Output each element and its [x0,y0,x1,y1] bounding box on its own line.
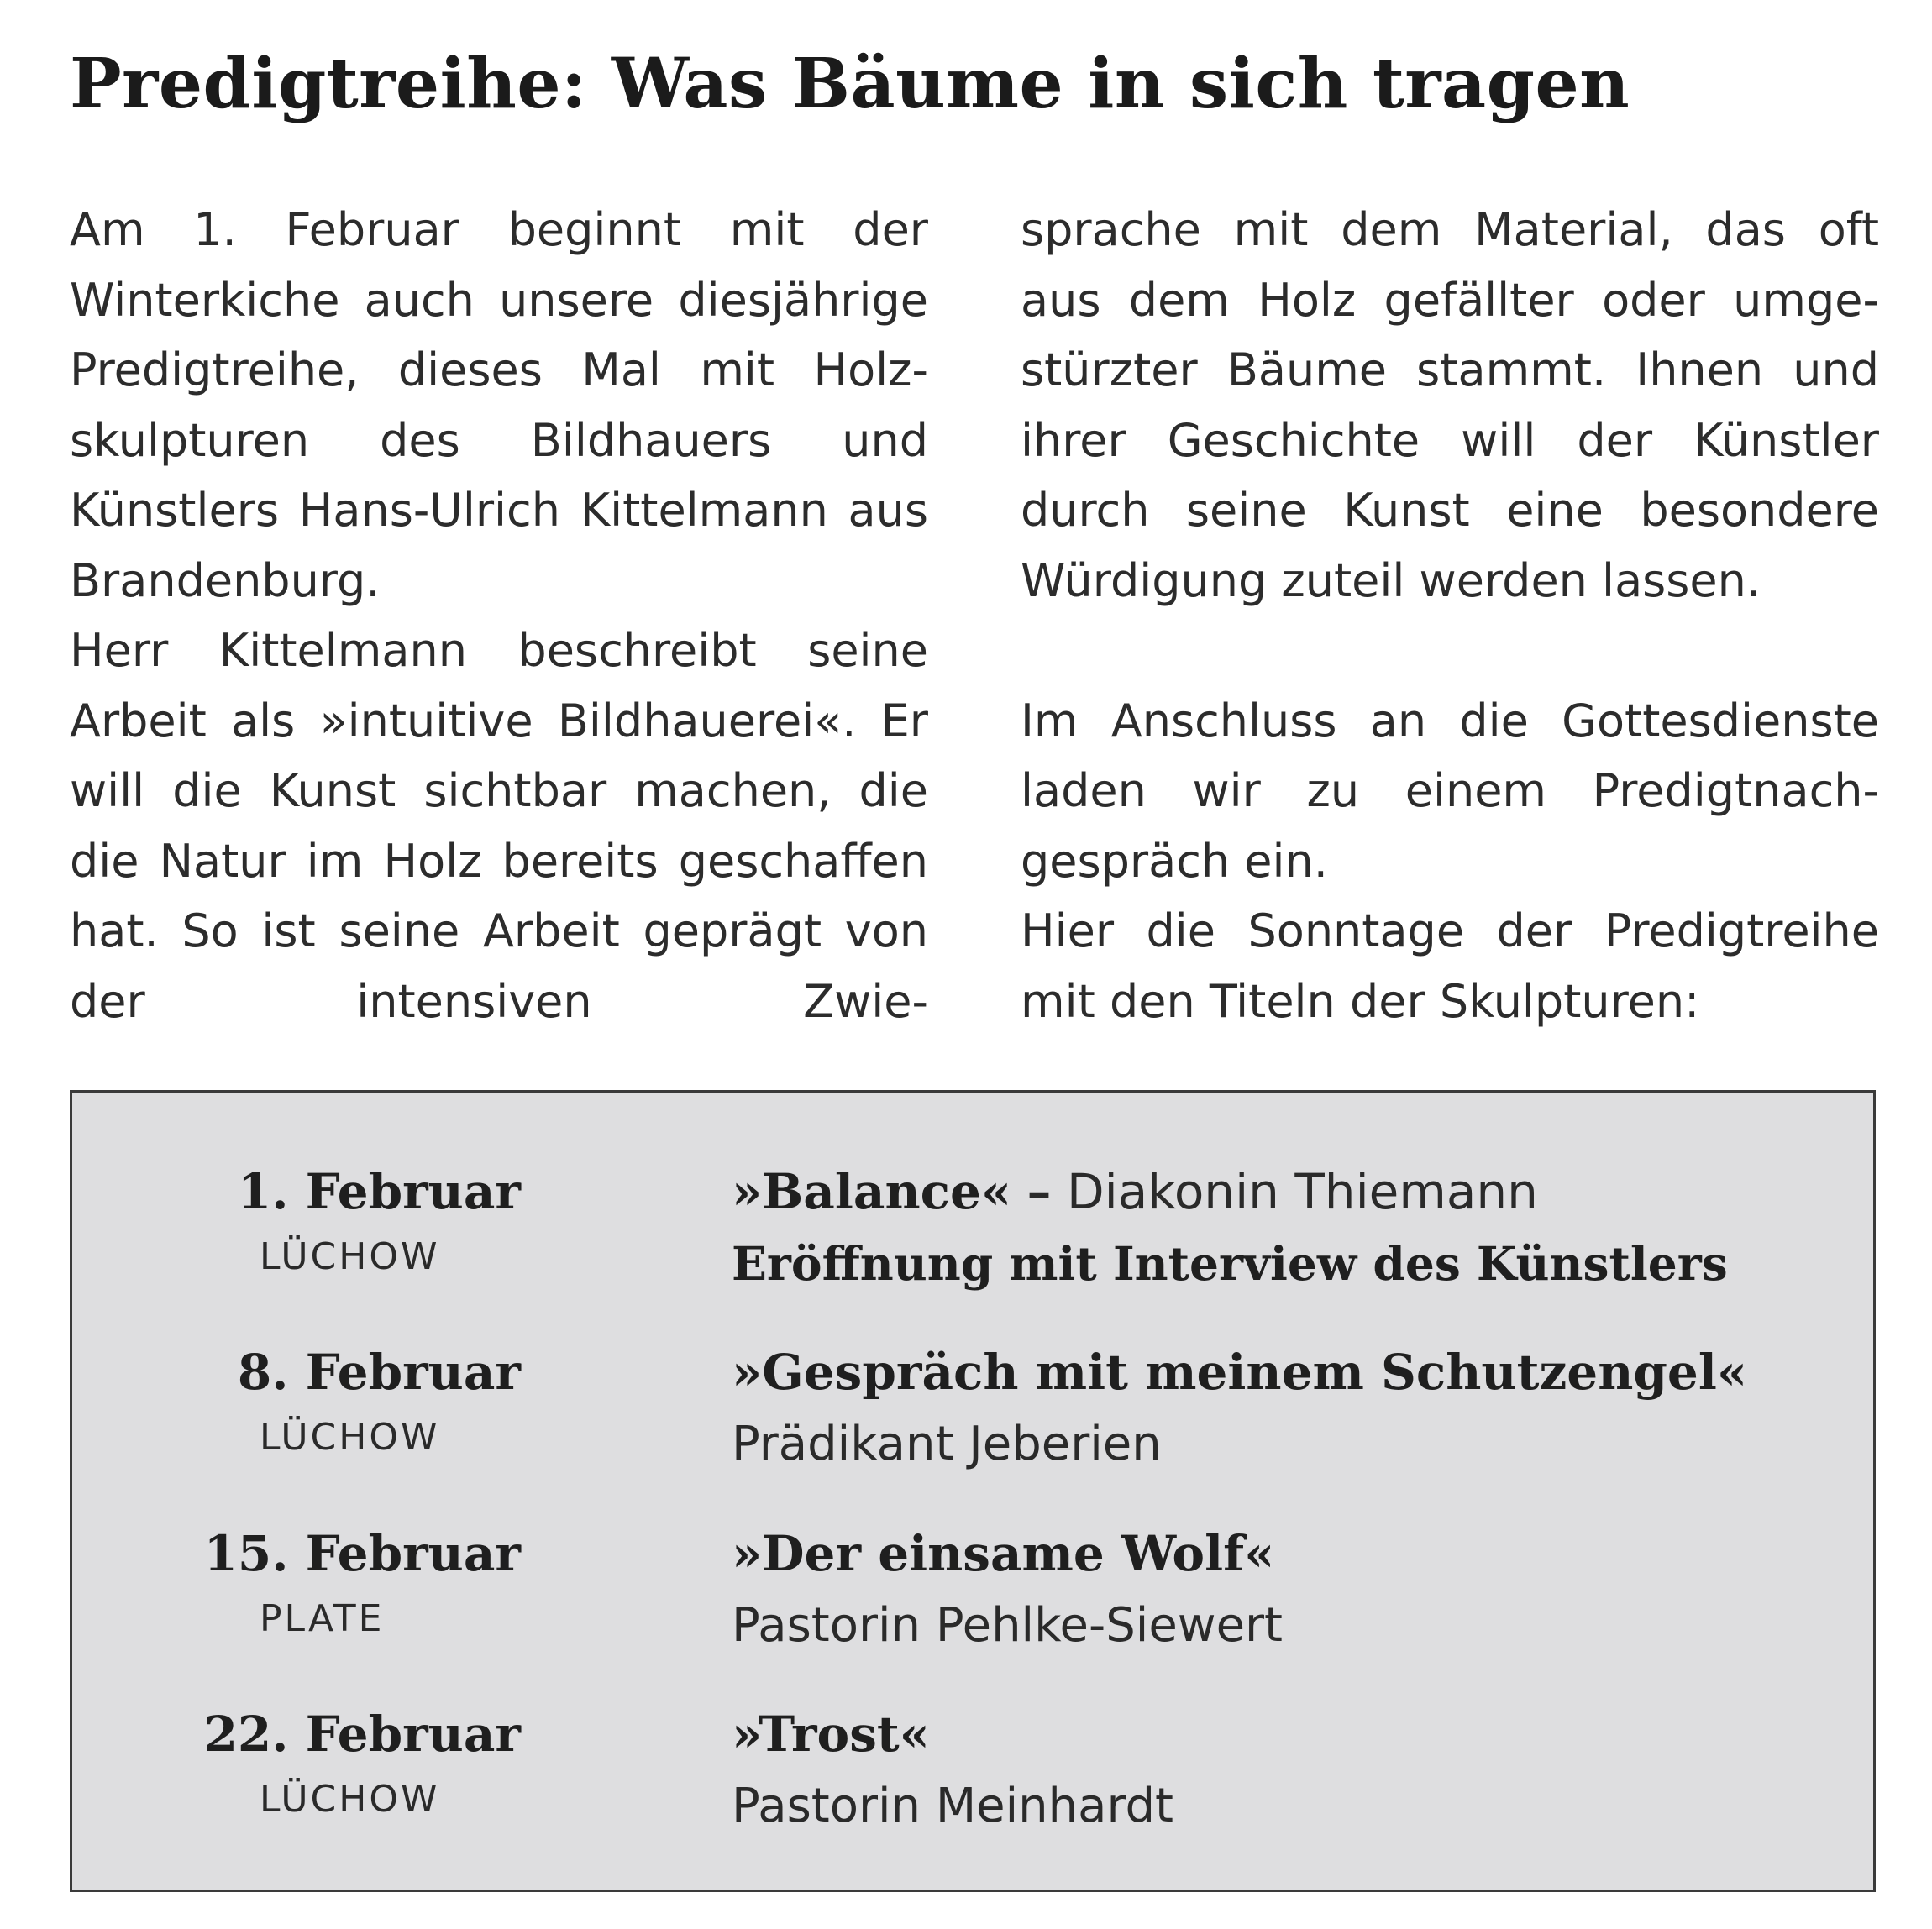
schedule-place: LÜCHOW [260,1778,440,1821]
schedule-date: 15. Februar [203,1525,521,1582]
schedule-box [70,1090,1876,1892]
schedule-sculpture-line [732,1339,1747,1406]
schedule-sculpture-line [732,1520,1274,1587]
paragraph-artist: Herr Kittelmann beschreibt seine Arbeit als »intuitive Bildhauerei«. Er will die Kunst sichtbar machen, die die Natur im Holz bereits geschaffen hat. So ist seine Arbeit geprägt von der intensiven Zwie- [70,624,928,1028]
paragraph-schedule-intro: Hier die Sonntage der Predigtreihe mit den Titeln der Skulpturen: [1021,904,1879,1028]
text-column-left [70,195,928,1036]
sculpture-title: »Der einsame Wolf« [732,1525,1275,1582]
schedule-note: Eröffnung mit Interview des Künstlers [732,1236,1728,1291]
schedule-sculpture-line [732,1158,1538,1225]
preacher-name: Pastorin Pehlke-Siewert [732,1598,1284,1653]
schedule-place: PLATE [260,1597,385,1640]
separator-dash: – [1026,1163,1052,1220]
schedule-date: 8. Februar [237,1344,521,1401]
schedule-entry [72,1701,1873,1852]
schedule-place: LÜCHOW [260,1235,440,1278]
sculpture-title: »Trost« [732,1706,930,1763]
schedule-entry [72,1520,1873,1671]
paragraph-artist-continued: sprache mit dem Material, das oft aus dem Holz gefällter oder umgestürzter Bäume stammt. Ihnen und ihrer Geschichte will der Künstler durch seine Kunst eine besondere Würdigung zuteil werden lassen. [1021,203,1879,607]
schedule-date: 22. Februar [203,1706,521,1763]
preacher-name: Diakonin Thiemann [1066,1163,1538,1220]
paragraph-intro: Am 1. Februar beginnt mit der Winterkiche auch unsere diesjährige Predigtreihe, dieses Mal mit Holzskulpturen des Bildhauers und Künstlers Hans-Ulrich Kittelmann aus Brandenburg. [70,203,928,607]
schedule-entry [72,1158,1873,1309]
schedule-sculpture-line [732,1701,930,1768]
preacher-name: Pastorin Meinhardt [732,1779,1174,1833]
schedule-date: 1. Februar [237,1163,521,1220]
schedule-place: LÜCHOW [260,1416,440,1459]
preacher-name: Prädikant Jeberien [732,1417,1162,1471]
sculpture-title: »Balance« [732,1163,1012,1220]
sculpture-title: »Gespräch mit meinem Schutzengel« [732,1344,1748,1401]
page-title: Predigtreihe: Was Bäume in sich tragen [70,44,1630,124]
schedule-entry [72,1339,1873,1490]
paragraph-followup: Im Anschluss an die Gottesdienste laden wir zu einem Predigtnachgespräch ein. [1021,694,1879,888]
text-column-right [1021,195,1879,1036]
